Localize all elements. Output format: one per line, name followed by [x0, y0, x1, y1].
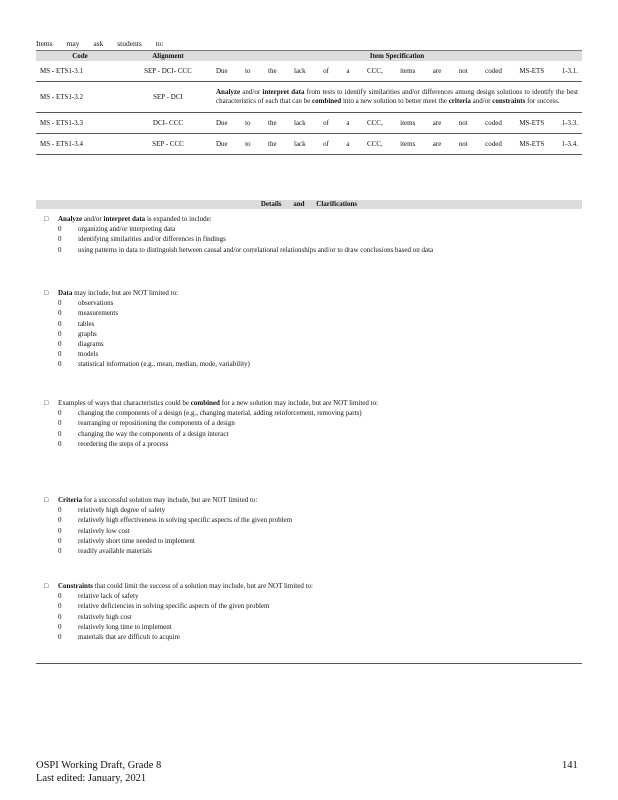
header-item-specification: Item Specification: [212, 51, 582, 62]
sub-bullet-icon: 0: [58, 340, 62, 349]
list-item-text: measurements: [78, 309, 119, 318]
section-lead-text: [58, 581, 580, 591]
sub-list: [44, 591, 580, 642]
list-item: [58, 505, 580, 515]
list-item: [58, 224, 580, 234]
term-data: data: [291, 88, 305, 96]
code-cell: MS - ETS1-3.2: [36, 82, 124, 113]
list-item: [58, 418, 580, 428]
header-alignment: Alignment: [124, 51, 212, 62]
checkbox-bullet-icon: □: [44, 399, 49, 407]
section-data: [44, 288, 580, 370]
sub-bullet-icon: 0: [58, 592, 62, 601]
table-header-row: [36, 51, 582, 62]
text-fragment: and/or: [240, 88, 263, 96]
list-item-text: changing the way the components of a design interact: [78, 429, 229, 438]
term-analyze: Analyze: [58, 215, 83, 223]
section-lead: [44, 214, 580, 224]
list-item: [58, 349, 580, 359]
term-criteria: Criteria: [58, 496, 83, 504]
section-lead: [44, 288, 580, 298]
text-fragment: and/or: [82, 215, 104, 223]
term-interpret: interpret: [103, 215, 131, 223]
list-item-text: relative lack of safety: [78, 592, 139, 601]
list-item-text: relatively high degree of safety: [78, 506, 166, 515]
sub-list: [44, 505, 580, 556]
sub-bullet-icon: 0: [58, 309, 62, 318]
section-lead-text: [58, 398, 580, 408]
list-item-text: relatively high cost: [78, 612, 132, 621]
footer-draft-label: OSPI Working Draft, Grade 8: [36, 760, 162, 771]
section-lead-text: [58, 288, 580, 298]
list-item: [58, 329, 580, 339]
list-item: [58, 632, 580, 642]
bottom-rule: [36, 663, 582, 664]
list-item-text: graphs: [78, 329, 97, 338]
list-item-text: relatively long time to implement: [78, 622, 172, 631]
list-item-text: rearranging or repositioning the components of a design: [78, 419, 235, 428]
item-spec-cell: Due to the lack of a CCC, items are not coded MS-ETS 1-3.1.: [212, 61, 582, 82]
checkbox-bullet-icon: □: [44, 582, 49, 590]
table-row: [36, 61, 582, 82]
list-item-text: diagrams: [78, 340, 104, 349]
item-spec-cell: Due to the lack of a CCC, items are not coded MS-ETS 1-3.3.: [212, 112, 582, 133]
term-interpret: interpret: [262, 88, 290, 96]
section-lead: [44, 495, 580, 505]
list-item: [58, 308, 580, 318]
list-item: [58, 601, 580, 611]
code-cell: MS - ETS1-3.4: [36, 133, 124, 154]
list-item: [58, 622, 580, 632]
section-lead-text: [58, 214, 580, 224]
text-fragment: for a new solution may include, but are NOT limited to:: [219, 399, 379, 407]
section-constraints: [44, 581, 580, 642]
sub-bullet-icon: 0: [58, 526, 62, 535]
term-constraints: Constraints: [58, 582, 94, 590]
sub-bullet-icon: 0: [58, 633, 62, 642]
sub-bullet-icon: 0: [58, 329, 62, 338]
term-constraints: constraints: [492, 96, 526, 105]
term-combined: combined: [312, 96, 342, 105]
section-lead: [44, 581, 580, 591]
item-specification-table: [36, 50, 582, 155]
list-item-text: using patterns in data to distinguish between causal and/or correlational relationships and/or to draw conclusions based on data: [78, 245, 434, 254]
list-item-text: observations: [78, 299, 114, 308]
sub-bullet-icon: 0: [58, 506, 62, 515]
text-fragment: and/or: [470, 96, 493, 105]
list-item: [58, 439, 580, 449]
list-item: [58, 546, 580, 556]
page-number: 141: [562, 760, 578, 771]
list-item-text: changing the components of a design (e.g., changing material, adding reinforcement, removing parts): [78, 409, 362, 418]
list-item-text: relatively short time needed to implement: [78, 536, 195, 545]
alignment-cell: SEP - DCI- CCC: [124, 61, 212, 82]
sub-bullet-icon: 0: [58, 419, 62, 428]
sub-bullet-icon: 0: [58, 235, 62, 244]
list-item-text: relative deficiencies in solving specific aspects of the given problem: [78, 602, 270, 611]
table-row: [36, 82, 582, 113]
checkbox-bullet-icon: □: [44, 496, 49, 504]
sub-bullet-icon: 0: [58, 225, 62, 234]
list-item-text: tables: [78, 319, 95, 328]
list-item: [58, 536, 580, 546]
checkbox-bullet-icon: □: [44, 289, 49, 297]
code-cell: MS - ETS1-3.1: [36, 61, 124, 82]
text-fragment: into a new solution to better meet the: [341, 96, 449, 105]
sub-bullet-icon: 0: [58, 319, 62, 328]
sub-list: [44, 298, 580, 369]
list-item-text: models: [78, 350, 99, 359]
term-data: Data: [58, 289, 73, 297]
sub-bullet-icon: 0: [58, 350, 62, 359]
text-fragment: may include, but are NOT limited to:: [72, 289, 179, 297]
checkbox-bullet-icon: □: [44, 215, 49, 223]
sub-bullet-icon: 0: [58, 612, 62, 621]
list-item-text: statistical information (e.g., mean, median, mode, variability): [78, 360, 250, 369]
list-item: [58, 591, 580, 601]
sub-bullet-icon: 0: [58, 439, 62, 448]
section-lead-text: [58, 495, 580, 505]
footer-edited-date: Last edited: January, 2021: [36, 772, 147, 784]
list-item: [58, 359, 580, 369]
list-item-text: reordering the steps of a process: [78, 439, 169, 448]
text-fragment: is expanded to include:: [145, 215, 212, 223]
section-analyze: [44, 214, 580, 255]
text-fragment: Examples of ways that characteristics could be: [58, 399, 191, 407]
list-item: [58, 515, 580, 525]
sub-bullet-icon: 0: [58, 299, 62, 308]
section-lead: [44, 398, 580, 408]
sub-list: [44, 224, 580, 255]
list-item: [58, 339, 580, 349]
list-item: [58, 234, 580, 244]
code-cell: MS - ETS1-3.3: [36, 112, 124, 133]
term-data: data: [131, 215, 146, 223]
sub-bullet-icon: 0: [58, 622, 62, 631]
text-fragment: for success.: [525, 96, 560, 105]
section-criteria: [44, 495, 580, 556]
term-analyze: Analyze: [216, 88, 241, 96]
list-item-text: readily available materials: [78, 547, 152, 556]
sub-list: [44, 408, 580, 449]
list-item: [58, 526, 580, 536]
sub-bullet-icon: 0: [58, 516, 62, 525]
sub-bullet-icon: 0: [58, 429, 62, 438]
sub-bullet-icon: 0: [58, 360, 62, 369]
sub-bullet-icon: 0: [58, 409, 62, 418]
text-fragment: for a successful solution may include, but are NOT limited to:: [82, 496, 258, 504]
sub-bullet-icon: 0: [58, 602, 62, 611]
list-item-text: relatively high effectiveness in solving specific aspects of the given problem: [78, 516, 293, 525]
list-item-text: materials that are difficult to acquire: [78, 633, 180, 642]
header-code: Code: [36, 51, 124, 62]
section-examples: [44, 398, 580, 449]
list-item-text: relatively low cost: [78, 526, 130, 535]
footer: [36, 760, 161, 785]
list-item: [58, 408, 580, 418]
details-header: Details and Clarifications: [36, 200, 582, 209]
text-fragment: that could limit the success of a solution may include, but are NOT limited to:: [93, 582, 313, 590]
list-item: [58, 298, 580, 308]
item-spec-cell: [212, 82, 582, 113]
sub-bullet-icon: 0: [58, 245, 62, 254]
list-item: [58, 429, 580, 439]
table-row: [36, 112, 582, 133]
intro-text: Items may ask students to:: [36, 39, 164, 48]
text-fragment: from tests to identify similarities and/or differences among design solutions to identify the best characteristics of each that can be: [216, 88, 578, 105]
table-row: [36, 133, 582, 154]
alignment-cell: DCI- CCC: [124, 112, 212, 133]
alignment-cell: SEP - DCI: [124, 82, 212, 113]
sub-bullet-icon: 0: [58, 536, 62, 545]
list-item: [58, 319, 580, 329]
list-item-text: identifying similarities and/or differences in findings: [78, 235, 226, 244]
list-item: [58, 612, 580, 622]
list-item: [58, 245, 580, 255]
alignment-cell: SEP - CCC: [124, 133, 212, 154]
item-spec-cell: Due to the lack of a CCC, items are not coded MS-ETS 1-3.4.: [212, 133, 582, 154]
term-combined: combined: [190, 399, 220, 407]
sub-bullet-icon: 0: [58, 547, 62, 556]
list-item-text: organizing and/or interpreting data: [78, 225, 176, 234]
term-criteria: criteria: [448, 96, 471, 105]
